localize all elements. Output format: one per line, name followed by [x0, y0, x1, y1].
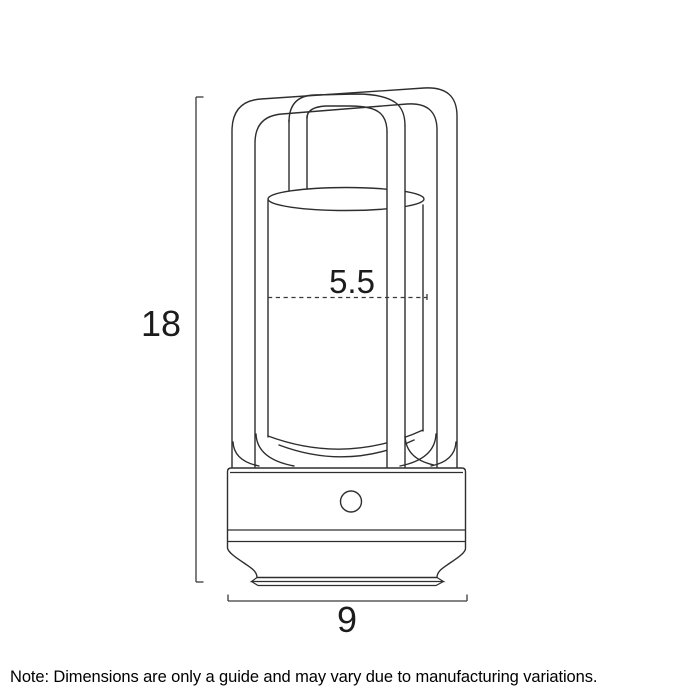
- lamp-base: [227, 468, 466, 586]
- cage-back-legs: [289, 116, 307, 191]
- note-text: Note: Dimensions are only a guide and may vary due to manufacturing variations.: [10, 668, 598, 686]
- width-dimension-label: 9: [336, 599, 358, 640]
- diameter-dimension-label: 5.5: [329, 263, 375, 300]
- height-dimension-line: [196, 97, 204, 582]
- height-dimension-label: 18: [140, 303, 182, 344]
